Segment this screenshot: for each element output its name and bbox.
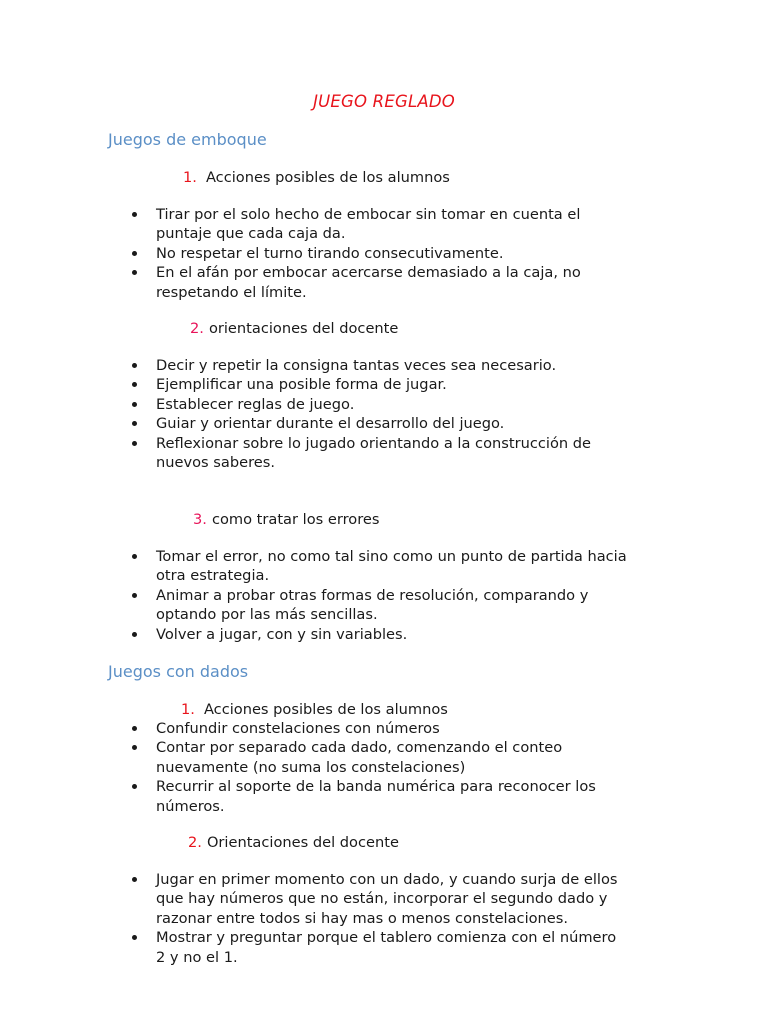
list-item-text: Contar por separado cada dado, comenzando el conteo nuevamente (no suma los constelaciones) xyxy=(156,739,563,776)
list-number: 2. xyxy=(188,834,202,851)
section-heading-dados: Juegos con dados xyxy=(108,662,249,681)
list-item-text: Guiar y orientar durante el desarrollo del juego. xyxy=(156,415,505,433)
numbered-label: como tratar los errores xyxy=(211,511,380,528)
numbered-heading xyxy=(188,833,399,852)
numbered-heading xyxy=(183,168,450,187)
list-item-text: No respetar el turno tirando consecutivamente. xyxy=(156,244,504,262)
bullet-icon xyxy=(132,402,137,407)
list-item-text: En el afán por embocar acercarse demasiado a la caja, no respetando el límite. xyxy=(156,264,581,301)
list-item-text: Jugar en primer momento con un dado, y cuando surja de ellos que hay números que no están, incorporar el segundo dado y razonar entre todos si hay mas o menos constelaciones. xyxy=(156,871,618,927)
list-item xyxy=(130,777,630,816)
list-item xyxy=(130,375,630,394)
bullet-icon xyxy=(132,270,137,275)
bullet-icon xyxy=(132,212,137,217)
list-item xyxy=(130,395,630,414)
list-number: 2. xyxy=(190,320,204,337)
bullet-icon xyxy=(132,441,137,446)
list-number: 3. xyxy=(193,511,207,528)
list-item xyxy=(130,263,630,302)
list-item xyxy=(130,719,630,738)
bullet-icon xyxy=(132,745,137,750)
bullet-icon xyxy=(132,877,137,882)
list-item xyxy=(130,870,630,928)
list-item xyxy=(130,625,630,644)
list-item xyxy=(130,434,630,473)
bullet-icon xyxy=(132,421,137,426)
list-item-text: Volver a jugar, con y sin variables. xyxy=(156,625,408,643)
bullet-icon xyxy=(132,363,137,368)
list-item-text: Reflexionar sobre lo jugado orientando a la construcción de nuevos saberes. xyxy=(156,434,591,472)
section-heading-emboque: Juegos de emboque xyxy=(108,130,267,149)
bullet-icon xyxy=(132,632,137,637)
bullet-icon xyxy=(132,726,137,731)
list-number: 1. xyxy=(183,169,197,186)
list-item-text: Decir y repetir la consigna tantas veces sea necesario. xyxy=(156,357,557,374)
numbered-label: Acciones posibles de los alumnos xyxy=(203,701,448,718)
numbered-heading xyxy=(193,510,379,529)
bullet-list xyxy=(130,719,630,816)
list-item xyxy=(130,414,630,433)
bullet-list xyxy=(130,356,630,472)
bullet-icon xyxy=(132,935,137,940)
numbered-label: Acciones posibles de los alumnos xyxy=(205,169,450,186)
list-item xyxy=(130,244,630,263)
bullet-icon xyxy=(132,784,137,789)
bullet-list xyxy=(130,547,630,644)
numbered-label: orientaciones del docente xyxy=(208,320,399,337)
list-item-text: Ejemplificar una posible forma de jugar. xyxy=(156,376,447,394)
list-item xyxy=(130,356,630,375)
list-item xyxy=(130,547,630,586)
list-item-text: Establecer reglas de juego. xyxy=(156,395,355,413)
numbered-heading xyxy=(190,319,398,338)
numbered-heading xyxy=(181,700,448,719)
bullet-icon xyxy=(132,554,137,559)
bullet-icon xyxy=(132,593,137,598)
list-item-text: Recurrir al soporte de la banda numérica para reconocer los números. xyxy=(156,778,596,815)
list-item xyxy=(130,928,630,967)
list-item-text: Tomar el error, no como tal sino como un punto de partida hacia otra estrategia. xyxy=(156,548,627,585)
document-title: JUEGO REGLADO xyxy=(313,92,455,111)
list-item xyxy=(130,205,630,244)
list-item-text: Mostrar y preguntar porque el tablero comienza con el número 2 y no el 1. xyxy=(156,929,617,966)
bullet-list xyxy=(130,205,630,302)
list-item-text: Animar a probar otras formas de resolución, comparando y optando por las más sencillas. xyxy=(156,586,589,624)
list-item-text: Tirar por el solo hecho de embocar sin tomar en cuenta el puntaje que cada caja da. xyxy=(156,206,581,243)
bullet-icon xyxy=(132,382,137,387)
bullet-list xyxy=(130,870,630,967)
list-item xyxy=(130,738,630,777)
list-item-text: Confundir constelaciones con números xyxy=(156,720,440,737)
numbered-label: Orientaciones del docente xyxy=(206,834,399,851)
list-number: 1. xyxy=(181,701,195,718)
bullet-icon xyxy=(132,251,137,256)
list-item xyxy=(130,586,630,625)
